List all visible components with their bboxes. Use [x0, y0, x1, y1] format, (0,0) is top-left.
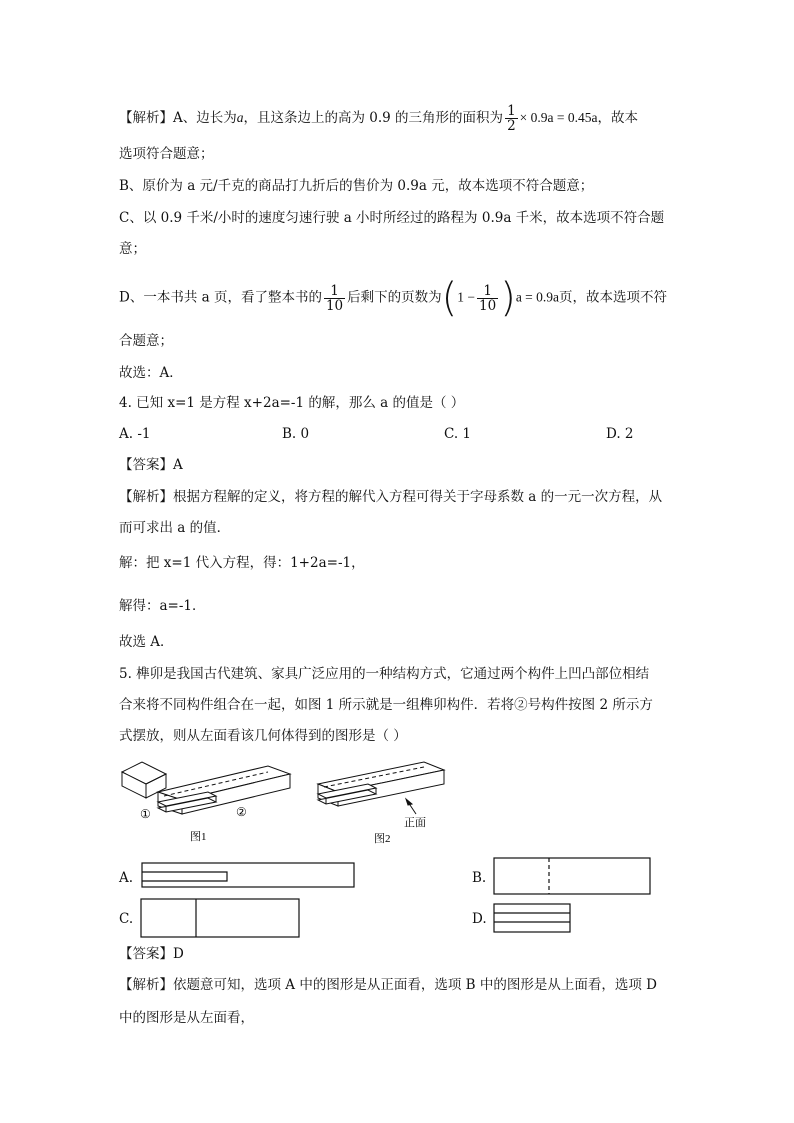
q5-analysis-line2: 中的图形是从左面看， — [119, 1010, 254, 1026]
q4-solution-line2: 解得：a=-1． — [119, 598, 206, 614]
figure-2-front-label: 正面 — [404, 817, 426, 829]
q5-analysis-line1: 【解析】依题意可知，选项 A 中的图形是从正面看，选项 B 中的图形是从上面看，选项 D — [119, 977, 657, 993]
q3-fraction-tenth-2: $\frac{1}{10}$ — [479, 282, 497, 314]
q3-fraction-half: $\frac{1}{2}$ — [507, 103, 516, 134]
q4-analysis-line1: 【解析】根据方程解的定义，将方程的解代入方程可得关于字母系数 a 的一元一次方程，从 — [119, 489, 663, 505]
q5-option-c-label: C. — [119, 911, 134, 927]
q3-option-c-line2: 意； — [119, 241, 146, 257]
q5-option-a-label: A. — [119, 870, 134, 886]
q3-a-pre: A、边长为 — [173, 110, 237, 126]
q3-d-line2: 合题意； — [119, 333, 173, 349]
q3-option-c-line1: C、以 0.9 千米/小时的速度匀速行驶 a 小时所经过的路程为 0.9a 千米，故本选项不符合题 — [119, 210, 665, 226]
q3-d-expression: a = 0.9a — [515, 289, 560, 305]
q4-stem: 4. 已知 x=1 是方程 x+2a=-1 的解，那么 a 的值是（ ） — [119, 395, 465, 411]
q3-d-mid: 后剩下的页数为 — [347, 289, 442, 306]
figure-2-component-view — [312, 756, 452, 848]
q3-a-var: a — [236, 110, 244, 125]
figure-1-label-1: ① — [140, 807, 151, 821]
q3-d-post: 页，故本选项不符 — [559, 289, 668, 306]
q5-stem-line1: 5. 榫卯是我国古代建筑、家具广泛应用的一种结构方式，它通过两个构件上凹凸部位相结 — [119, 666, 650, 682]
q4-answer: 【答案】A — [119, 457, 183, 473]
q3-analysis-tag: 【解析】 — [119, 110, 173, 126]
figure-1-mortise-tenon — [118, 758, 298, 848]
q4-option-b: B. 0 — [282, 426, 310, 442]
figure-1-caption: 图1 — [190, 831, 207, 843]
q5-stem-line3: 式摆放，则从左面看该几何体得到的图形是（ ） — [119, 728, 407, 744]
q5-stem-line2: 合来将不同构件组合在一起，如图 1 所示就是一组榫卯构件．若将②号构件按图 2 所示方 — [119, 697, 653, 713]
q3-a-mid: ，且这条边上的高为 0.9 的三角形的面积为 — [243, 110, 504, 126]
q5-option-c-figure — [138, 896, 302, 940]
q4-analysis-line2: 而可求出 a 的值． — [119, 520, 231, 536]
q4-choose: 故选 A． — [119, 634, 174, 650]
q4-option-c: C. 1 — [444, 426, 472, 442]
q3-choose: 故选：A． — [119, 365, 183, 381]
q5-option-b-figure — [491, 855, 653, 897]
q3-a-expression: × 0.9a = 0.45a — [519, 110, 598, 125]
q5-option-d-label: D. — [472, 911, 487, 927]
q3-a-line2: 选项符合题意； — [119, 146, 214, 162]
q3-d-pre: D、一本书共 a 页，看了整本书的 — [119, 289, 322, 306]
q5-answer: 【答案】D — [119, 946, 184, 962]
q3-d-paren-one: 1 − — [457, 289, 476, 305]
q4-solution-line1: 解：把 x=1 代入方程，得：1+2a=-1， — [119, 555, 365, 571]
q3-fraction-tenth: $\frac{1}{10}$ — [325, 282, 344, 314]
q5-option-b-label: B. — [472, 870, 487, 886]
figure-2-caption: 图2 — [374, 833, 391, 845]
q5-option-d-figure — [491, 901, 573, 935]
q4-option-a: A. -1 — [119, 426, 151, 442]
figure-1-label-2: ② — [236, 805, 247, 819]
q3-option-b-line: B、原价为 a 元/千克的商品打九折后的售价为 0.9a 元，故本选项不符合题意； — [119, 178, 594, 194]
q3-option-d-line: D、一本书共 a 页，看了整本书的 $\frac{1}{10}$ 后剩下的页数为(1 − $\frac{1}{10}$ )a = 0.9a页，故本选项不符 — [119, 275, 668, 321]
q3-a-post: ，故本 — [597, 110, 638, 126]
q5-option-a-figure — [139, 860, 357, 890]
q4-option-d: D. 2 — [606, 426, 634, 442]
q3-option-a-line — [119, 104, 638, 133]
